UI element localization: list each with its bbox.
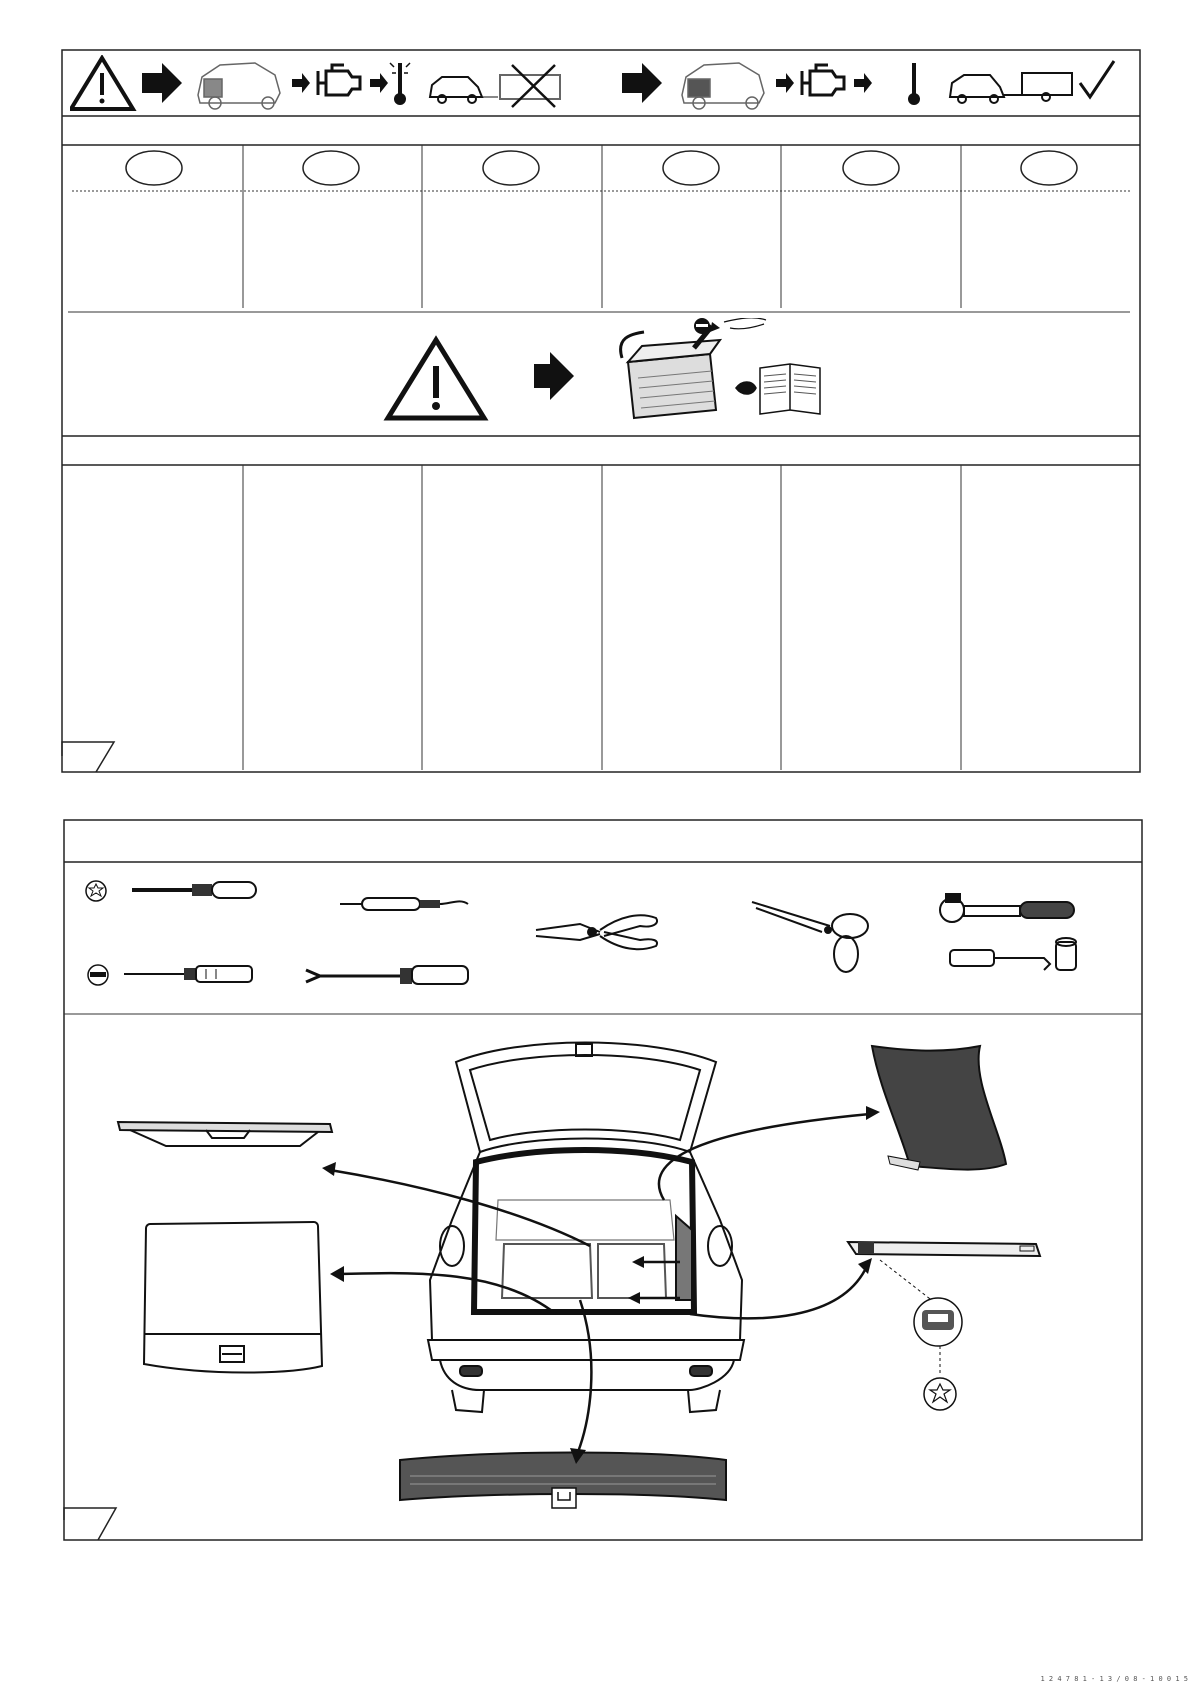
manual-book-icon [736,364,820,414]
parcel-shelf-icon [118,1122,332,1146]
circuit-tester-icon [340,898,468,910]
engine-icon [318,65,360,95]
ratchet-icon [940,894,1074,922]
pliers-icon [536,915,657,949]
tools-and-parts-box [0,800,1192,1550]
arrow-right-icon [534,352,574,400]
car-rear-open-hatch [428,1043,744,1413]
warning-triangle-icon [388,340,484,418]
car-lights-icon [682,63,764,109]
trim-strip-icon [848,1242,1040,1256]
temperature-icon [390,63,410,105]
warning-triangle-icon [71,58,133,109]
warning-row [70,55,1135,113]
battery-disconnect-icon [621,318,766,418]
arrow-right-icon [142,63,182,103]
floor-panel-icon [144,1222,322,1373]
torx-screw-icon [924,1378,956,1410]
scissors-icon [752,902,868,972]
car-with-trailer-icon [950,73,1072,103]
extension-socket-icon [950,938,1076,970]
clip-detail-icon [914,1298,962,1346]
checkmark-icon [1080,61,1114,97]
car-front-icon [198,63,280,109]
document-code: 1 2 4 7 8 1 - 1 3 / 0 8 - 1 0 0 1 5 [1040,1675,1188,1683]
flat-screwdriver-icon [88,965,252,985]
arrow-right-icon [622,63,662,103]
battery-notice [380,318,830,430]
trim-removal-tool-icon [306,966,468,984]
car-no-trailer-icon [430,65,560,107]
torx-screwdriver-icon [86,881,256,901]
sill-trim-icon [400,1453,726,1509]
side-panel-icon [872,1046,1006,1170]
